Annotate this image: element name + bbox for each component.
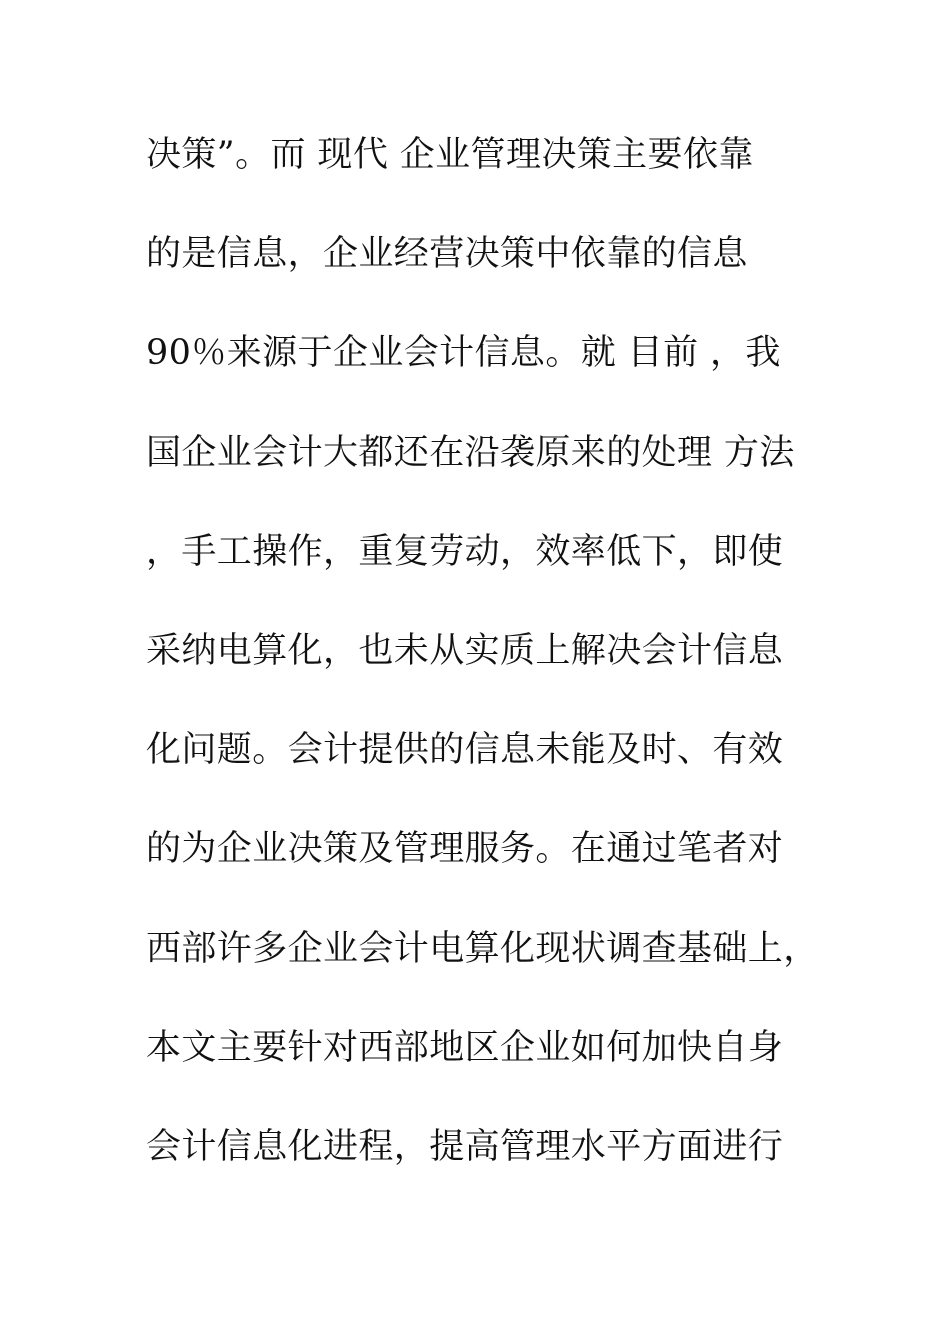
text-line: 90％来源于企业会计信息。就 目前 ，我 [146,333,781,374]
text-line: 决策”。而 现代 企业管理决策主要依靠 [146,135,754,175]
text-line: 本文主要针对西部地区企业如何加快自身 [146,1027,784,1068]
text-line: 采纳电算化，也未从实质上解决会计信息 [146,630,784,671]
body-text [146,127,826,1218]
text-line: 会计信息化进程，提高管理水平方面进行 [146,1126,784,1167]
text-line: 化问题。会计提供的信息未能及时、有效 [146,730,784,771]
text-line: 国企业会计大都还在沿袭原来的处理 方法 [146,432,795,473]
text-line: ，手工操作，重复劳动，效率低下，即使 [146,531,784,572]
text-line: 西部许多企业会计电算化现状调查基础上， [146,928,819,969]
text-line: 的是信息，企业经营决策中依靠的信息 [146,234,748,275]
text-line: 的为企业决策及管理服务。在通过笔者对 [146,829,784,870]
